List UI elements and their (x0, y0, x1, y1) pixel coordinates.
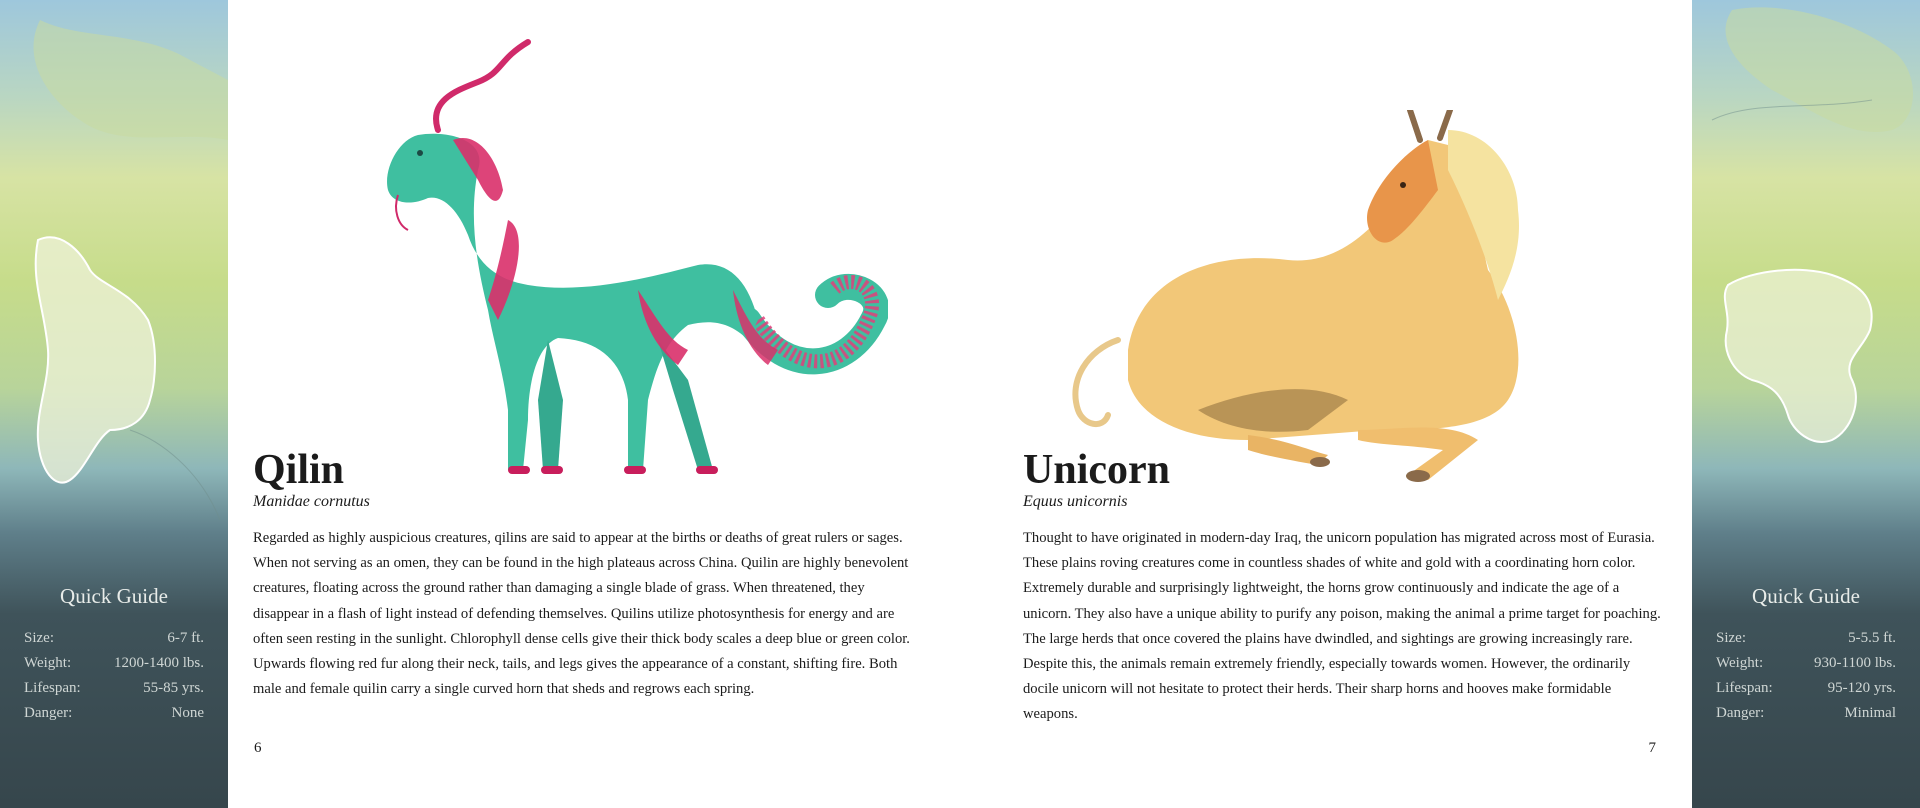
left-page (228, 0, 998, 808)
stat-size: Size: 6-7 ft. (24, 630, 204, 646)
quick-guide-title: Quick Guide (60, 584, 168, 608)
range-region-shape (36, 237, 155, 482)
unicorn-illustration (1048, 110, 1608, 490)
stat-lifespan: Lifespan: 55-85 yrs. (24, 680, 204, 696)
stat-weight: Weight: 930-1100 lbs. (1716, 655, 1896, 671)
scientific-name: Manidae cornutus (253, 493, 370, 510)
stat-weight: Weight: 1200-1400 lbs. (24, 655, 204, 671)
description-paragraph: Thought to have originated in modern-day Iraq, the unicorn population has migrated across most of Eurasia. These plains roving creatures come in countless shades of white and gold with a coordinating horn color. Extremely durable and surprisingly lightweight, the horns grow continuously and indicate the age of a unicorn. They also have a unique ability to purify any poison, making the animal a prime target for poaching. The large herds that once covered the plains have dwindled, and sightings are growing increasingly rare. Despite this, the animals remain extremely friendly, especially towards women. However, the ordinarily docile unicorn will not hesitate to protect their herds. Their sharp horns and hooves make formidable weapons. (1023, 530, 1661, 723)
quick-guide-stats (24, 626, 204, 726)
quick-guide-stats (1716, 626, 1896, 726)
right-page (998, 0, 1692, 808)
creature-name: Unicorn (1023, 447, 1170, 493)
stat-lifespan: Lifespan: 95-120 yrs. (1716, 680, 1896, 696)
creature-name: Qilin (253, 447, 345, 493)
page-number: 7 (1648, 740, 1656, 756)
qilin-body-shape (387, 134, 758, 470)
stat-size: Size: 5-5.5 ft. (1716, 630, 1896, 646)
scientific-name: Equus unicornis (1023, 493, 1128, 510)
description-paragraph: Regarded as highly auspicious creatures, qilins are said to appear at the births or deaths of great rulers or sages. When not serving as an omen, they can be found in the high plateaus across China. Quilin are highly benevolent creatures, floating across the ground rather than damaging a single blade of grass. When threatened, they disappear in a flash of light instead of defending themselves. Quilins utilize photosynthesis for energy and are often seen resting in the sunlight. Chlorophyll dense cells give their thick body scales a deep blue or green color. Upwards flowing red fur along their neck, tails, and legs gives the appearance of a constant, shifting fire. Both male and female quilin carry a single curved horn that sheds and regrows each spring. (253, 530, 910, 698)
quick-guide-title: Quick Guide (1752, 584, 1860, 608)
page-number: 6 (254, 740, 262, 756)
qilin-illustration (328, 20, 888, 500)
stat-danger: Danger: Minimal (1716, 705, 1896, 721)
stat-danger: Danger: None (24, 705, 204, 721)
right-sidebar (1692, 0, 1920, 808)
left-sidebar (0, 0, 228, 808)
range-region-shape (1725, 270, 1872, 442)
